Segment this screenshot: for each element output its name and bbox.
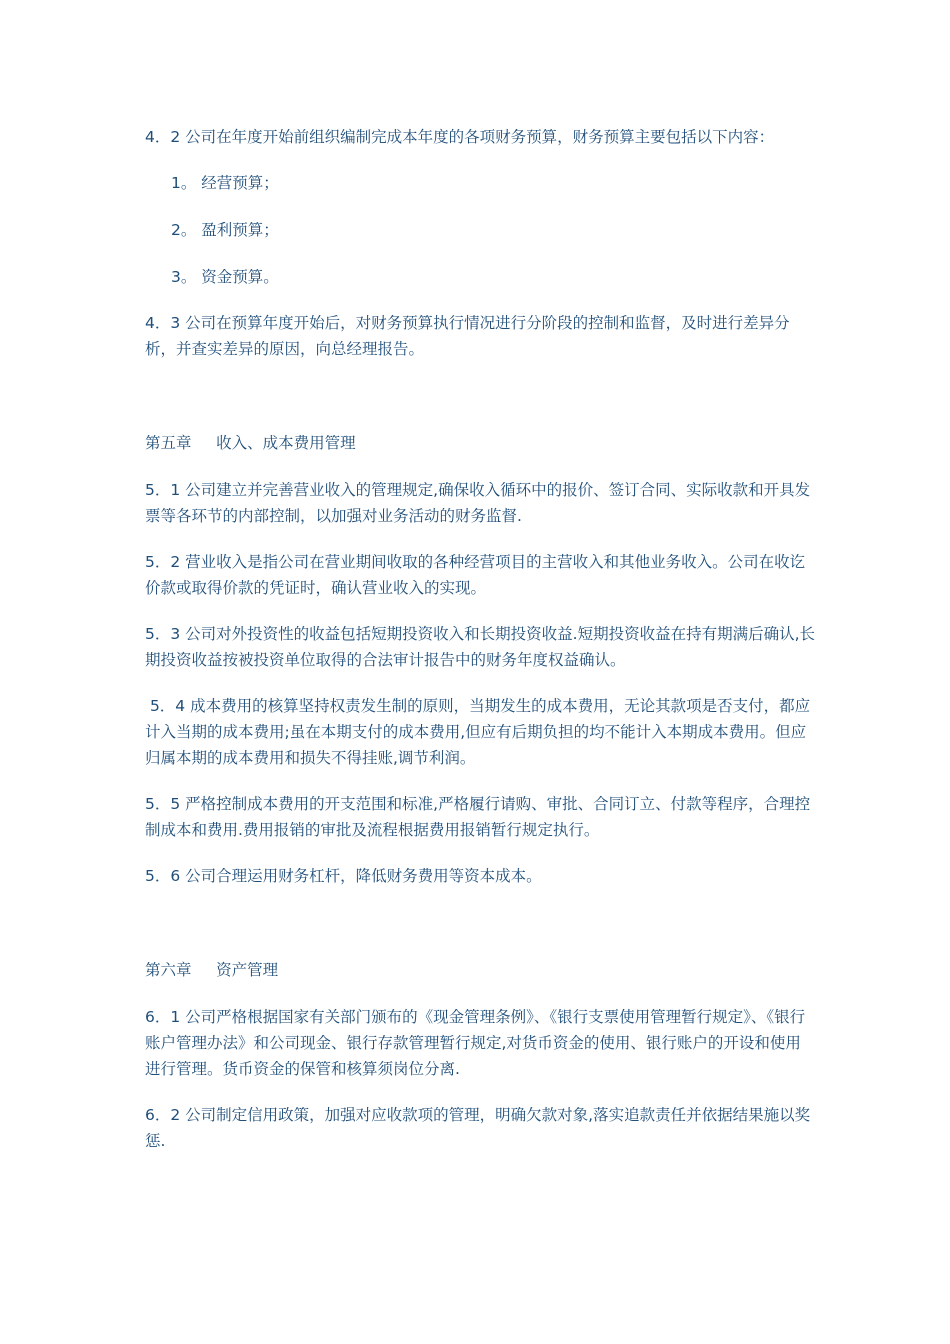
paragraph-5-2: 5．2 营业收入是指公司在营业期间收取的各种经营项目的主营收入和其他业务收入。公司在收讫价款或取得价款的凭证时，确认营业收入的实现。 xyxy=(145,553,806,597)
chapter-6-title: 第六章 资产管理 xyxy=(145,961,279,979)
paragraph-6-1: 6．1 公司严格根据国家有关部门颁布的《现金管理条例》、《银行支票使用管理暂行规定》、《银行账户管理办法》和公司现金、银行存款管理暂行规定,对货币资金的使用、银行账户的开设和使用进行管理。货币资金的保管和核算须岗位分离. xyxy=(145,1008,806,1078)
paragraph-6-2: 6．2 公司制定信用政策，加强对应收款项的管理，明确欠款对象,落实追款责任并依据结果施以奖惩. xyxy=(145,1106,811,1150)
paragraph-4-2: 4．2 公司在年度开始前组织编制完成本年度的各项财务预算，财务预算主要包括以下内容： xyxy=(145,128,775,146)
list-item-capital-budget: 3。 资金预算。 xyxy=(171,268,279,286)
document-page xyxy=(145,124,815,1154)
paragraph-5-5: 5．5 严格控制成本费用的开支范围和标准,严格履行请购、审批、合同订立、付款等程序，合理控制成本和费用.费用报销的审批及流程根据费用报销暂行规定执行。 xyxy=(145,795,811,839)
list-item-operating-budget: 1。 经营预算； xyxy=(171,174,279,192)
paragraph-5-1: 5．1 公司建立并完善营业收入的管理规定,确保收入循环中的报价、签订合同、实际收款和开具发票等各环节的内部控制，以加强对业务活动的财务监督. xyxy=(145,481,811,525)
paragraph-5-3: 5．3 公司对外投资性的收益包括短期投资收入和长期投资收益.短期投资收益在持有期满后确认,长期投资收益按被投资单位取得的合法审计报告中的财务年度权益确认。 xyxy=(145,625,816,669)
list-item-profit-budget: 2。 盈利预算； xyxy=(171,221,279,239)
chapter-5-title: 第五章 收入、成本费用管理 xyxy=(145,434,356,452)
paragraph-5-4: 5．4 成本费用的核算坚持权责发生制的原则，当期发生的成本费用，无论其款项是否支付，都应计入当期的成本费用;虽在本期支付的成本费用,但应有后期负担的均不能计入本期成本费用。但应归属本期的成本费用和损失不得挂账,调节利润。 xyxy=(145,697,811,767)
paragraph-5-6: 5．6 公司合理运用财务杠杆，降低财务费用等资本成本。 xyxy=(145,867,542,885)
paragraph-4-3: 4．3 公司在预算年度开始后，对财务预算执行情况进行分阶段的控制和监督，及时进行差异分析，并查实差异的原因，向总经理报告。 xyxy=(145,314,790,358)
